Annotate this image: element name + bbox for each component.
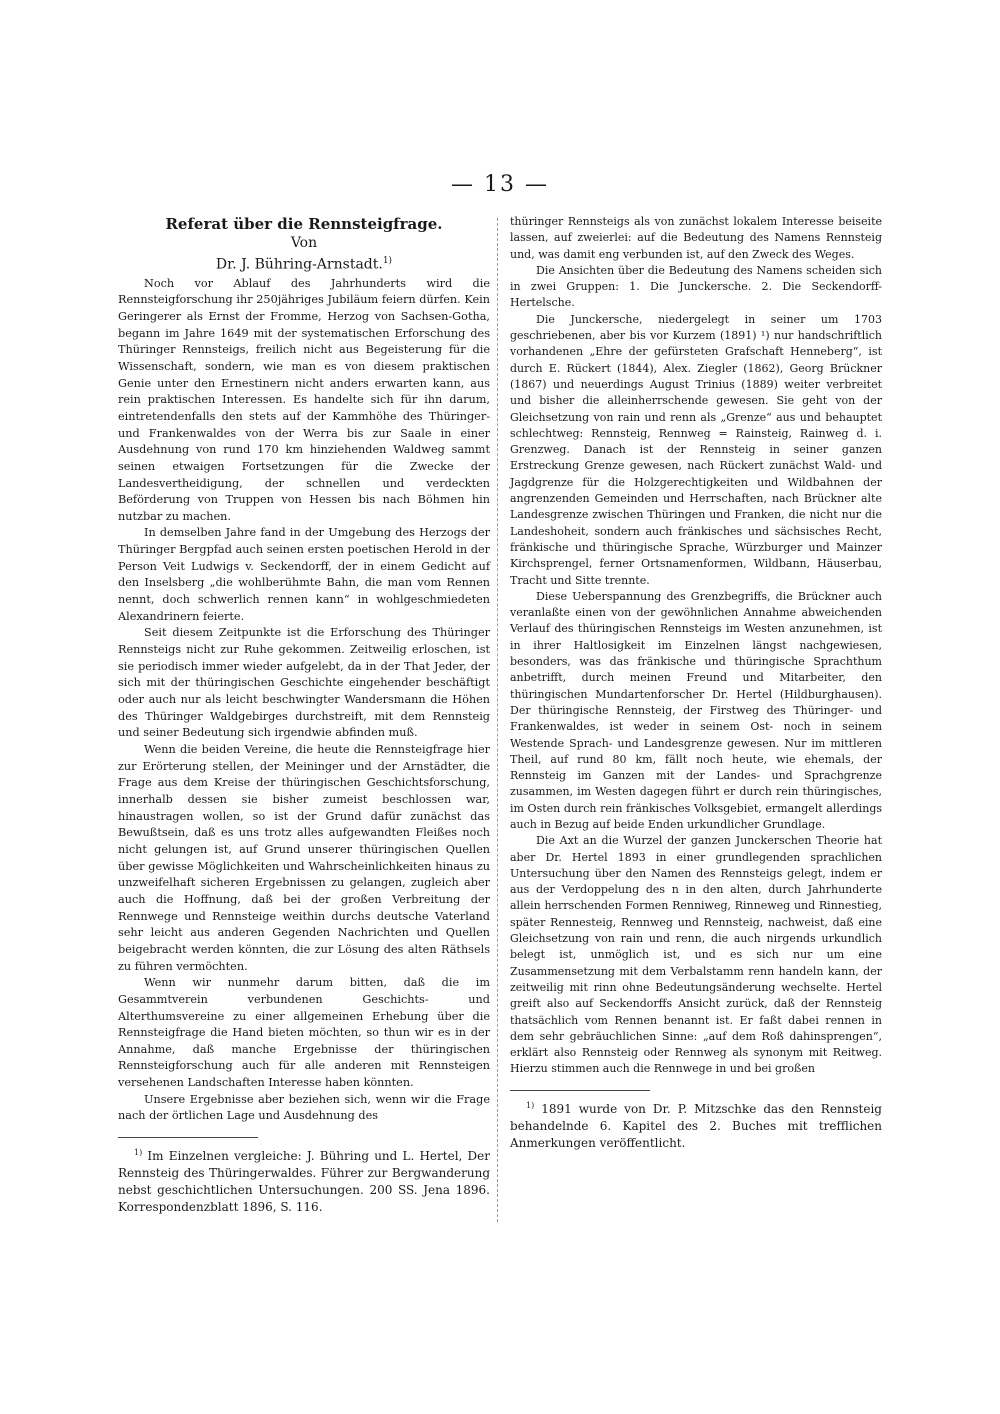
footnote-ref: 1) — [382, 256, 393, 267]
footnote-mark: 1) — [134, 1148, 143, 1158]
paragraph: Unsere Ergebnisse aber beziehen sich, wenn wir die Frage nach der örtlichen Lage und Ausdehnung des — [118, 1092, 490, 1123]
article-title: Referat über die Rennsteigfrage. — [165, 215, 443, 233]
paragraph: Die Axt an die Wurzel der ganzen Junckerschen Theorie hat aber Dr. Hertel 1893 in einer grundlegenden sprachlichen Untersuchung über den Namen des Rennsteigs gelegt, indem er aus der Verdoppelung des n in den alten, durch Jahrhunderte allein herrschenden Formen Renniweg, Rinneweg und Rinnestieg, später Rennesteig, Rennweg und Rennsteig, nachweist, daß eine Gleichsetzung von rain und renn, die auch nirgends urkundlich belegt ist, unmöglich ist, und es sich nur um eine Zusammensetzung mit dem Verbalstamm renn handeln kann, der zeitweilig mit rinn ohne Bedeutungsänderung wechselte. Hertel greift also auf Seckendorffs Ansicht zurück, daß der Rennsteig thatsächlich vom Rennen benannt ist. Er faßt dabei rennen in dem sehr gebräuchlichen Sinne: „auf dem Roß dahinsprengen“, erklärt also Rennsteig oder Rennweg als synonym mit Reitweg. Hierzu stimmen auch die Rennwege in und bei großen — [510, 834, 882, 1076]
footnote-text: Im Einzelnen vergleiche: J. Bühring und L. Hertel, Der Rennsteig des Thüringerwaldes. Führer zur Bergwanderung nebst geschichtlichen Untersuchungen. 200 SS. Jena 1896. Korrespondenzblatt 1896, S. 116. — [118, 1149, 490, 1215]
right-column — [510, 214, 882, 1152]
page-number: — 13 — — [451, 172, 549, 197]
paragraph: In demselben Jahre fand in der Umgebung des Herzogs der Thüringer Bergpfad auch seinen ersten poetischen Herold in der Person Veit Ludwigs v. Seckendorff, der in einem Gedicht auf den Inselsberg „die wohlberühmte Bahn, die man vom Rennen nennt, doch schwerlich rennen kann“ in wohlgeschmiedeten Alexandrinern feierte. — [118, 526, 490, 623]
footnote-rule — [510, 1090, 650, 1091]
column-divider — [497, 218, 498, 1222]
left-column — [118, 214, 490, 1216]
byline-von: Von — [290, 234, 318, 251]
paragraph: Die Junckersche, niedergelegt in seiner um 1703 geschriebenen, aber bis vor Kurzem (1891) ¹) nur handschriftlich vorhandenen „Ehre der gefürsteten Grafschaft Henneberg“, ist durch E. Rückert (1844), Alex. Ziegler (1862), Georg Brückner (1867) und neuerdings August Trinius (1889) weiter verbreitet und bisher die alleinherrschende gewesen. Sie geht von der Gleichsetzung von rain und renn als „Grenze“ aus und behauptet schlechtweg: Rennsteig, Rennweg = Rainsteig, Rainweg d. i. Grenzweg. Danach ist der Rennsteig in seiner ganzen Erstreckung Grenze gewesen, nach Rückert zunächst Wald- und Jagdgrenze für die Holzgerechtigkeiten und Wildbahnen der angrenzenden Gemeinden und Herrschaften, nach Brückner alte Landesgrenze zwischen Thüringen und Franken, die nicht nur die Landeshoheit, sondern auch fränkisches und sächsisches Recht, fränkische und thüringische Sprache, Würzburger und Mainzer Kirchsprengel, ferner Ortsnamenformen, Wildbann, Häuserbau, Tracht und Sitte trennte. — [510, 312, 882, 587]
paragraph: thüringer Rennsteigs als von zunächst lokalem Interesse beiseite lassen, auf zweierlei: auf die Bedeutung des Namens Rennsteig und, was damit eng verbunden ist, auf den Zweck des Weges. — [510, 215, 882, 261]
footnote — [118, 1144, 490, 1216]
paragraph: Wenn die beiden Vereine, die heute die Rennsteigfrage hier zur Erörterung stellen, der Meininger und der Arnstädter, die Frage aus dem Kreise der thüringischen Geschichtsforschung, innerhalb dessen sie bisher zumeist beschlossen war, hinaustragen wollen, so ist der Grund dafür zunächst das Bewußtsein, daß es uns trotz alles aufgewandten Fleißes noch nicht gelungen ist, auf Grund unserer thüringischen Quellen über gewisse Möglichkeiten und Wahrscheinlichkeiten hinaus zu unzweifelhaft sicheren Ergebnissen zu gelangen, zugleich aber auch die Hoffnung, daß bei der großen Verbreitung der Rennwege und Rennsteige weithin durchs deutsche Vaterland sehr leicht aus anderen Gegenden Nachrichten und Quellen beigebracht werden könnten, die zur Lösung des alten Räthsels zu führen vermöchten. — [118, 743, 490, 973]
paragraph: Noch vor Ablauf des Jahrhunderts wird die Rennsteigforschung ihr 250jähriges Jubiläum feiern dürfen. Kein Geringerer als Ernst der Fromme, Herzog von Sachsen-Gotha, begann im Jahre 1649 mit der systematischen Erforschung des Thüringer Rennsteigs, freilich nicht aus Begeisterung für die Wissenschaft, sondern, wie man es von diesem praktischen Genie unter den Ernestinern nicht anders erwarten kann, aus rein praktischen Interessen. Es handelte sich für ihn darum, eintretendenfalls den stets auf der Kammhöhe des Thüringer- und Frankenwaldes von der Werra bis zur Saale in einer Ausdehnung von rund 170 km hinziehenden Waldweg sammt seinen etwaigen Fortsetzungen für die Zwecke der Landesvertheidigung, der schnellen und verdeckten Beförderung von Truppen von Hessen bis nach Böhmen hin nutzbar zu machen. — [118, 276, 490, 523]
byline-author — [118, 253, 490, 273]
footnote-text: 1891 wurde von Dr. P. Mitzschke das den Rennsteig behandelnde 6. Kapitel des 2. Buches mit trefflichen Anmerkungen veröffentlicht. — [510, 1101, 882, 1150]
footnote-mark: 1) — [526, 1100, 535, 1110]
paragraph: Seit diesem Zeitpunkte ist die Erforschung des Thüringer Rennsteigs nicht zur Ruhe gekommen. Zeitweilig erloschen, ist sie periodisch immer wieder aufgelebt, da in der That Jeder, der sich mit der thüringischen Geschichte eingehender beschäftigt oder auch nur als leicht beschwingter Wandersmann die Höhen des Thüringer Waldgebirges durchstreift, mit dem Rennsteig und seiner Bedeutung sich irgendwie abfinden muß. — [118, 626, 490, 740]
paragraph: Diese Ueberspannung des Grenzbegriffs, die Brückner auch veranlaßte einen von der gewöhnlichen Annahme abweichenden Verlauf des thüringischen Rennsteigs im Westen anzunehmen, ist in ihrer Haltlosigkeit im Einzelnen längst nachgewiesen, besonders, was das fränkische und thüringische Sprachthum anbetrifft, durch meinen Freund und Mitarbeiter, den thüringischen Mundartenforscher Dr. Hertel (Hildburghausen). Der thüringische Rennsteig, der Firstweg des Thüringer- und Frankenwaldes, ist weder in seinem Ost- noch in seinem Westende Sprach- und Landesgrenze gewesen. Nur im mittleren Theil, auf rund 80 km, fällt noch heute, wie ehemals, der Rennsteig im Ganzen mit der Landes- und Sprachgrenze zusammen, im Westen dagegen führt er durch rein thüringisches, im Osten durch rein fränkisches Volksgebiet, ermangelt allerdings auch in Bezug auf beide Enden urkundlicher Grundlage. — [510, 589, 882, 831]
footnote-rule — [118, 1137, 258, 1138]
paragraph: Die Ansichten über die Bedeutung des Namens scheiden sich in zwei Gruppen: 1. Die Junckersche. 2. Die Seckendorff-Hertelsche. — [510, 263, 882, 310]
footnote — [510, 1097, 882, 1152]
author-name: Dr. J. Bühring-Arnstadt. — [215, 256, 383, 273]
paragraph: Wenn wir nunmehr darum bitten, daß die im Gesammtverein verbundenen Geschichts- und Alterthumsvereine zu einer allgemeinen Erhebung über die Rennsteigfrage die Hand bieten möchten, so thun wir es in der Annahme, daß manche Ergebnisse der thüringischen Rennsteigforschung auch für alle anderen mit Rennsteigen versehenen Landschaften Interesse haben könnten. — [118, 976, 490, 1090]
